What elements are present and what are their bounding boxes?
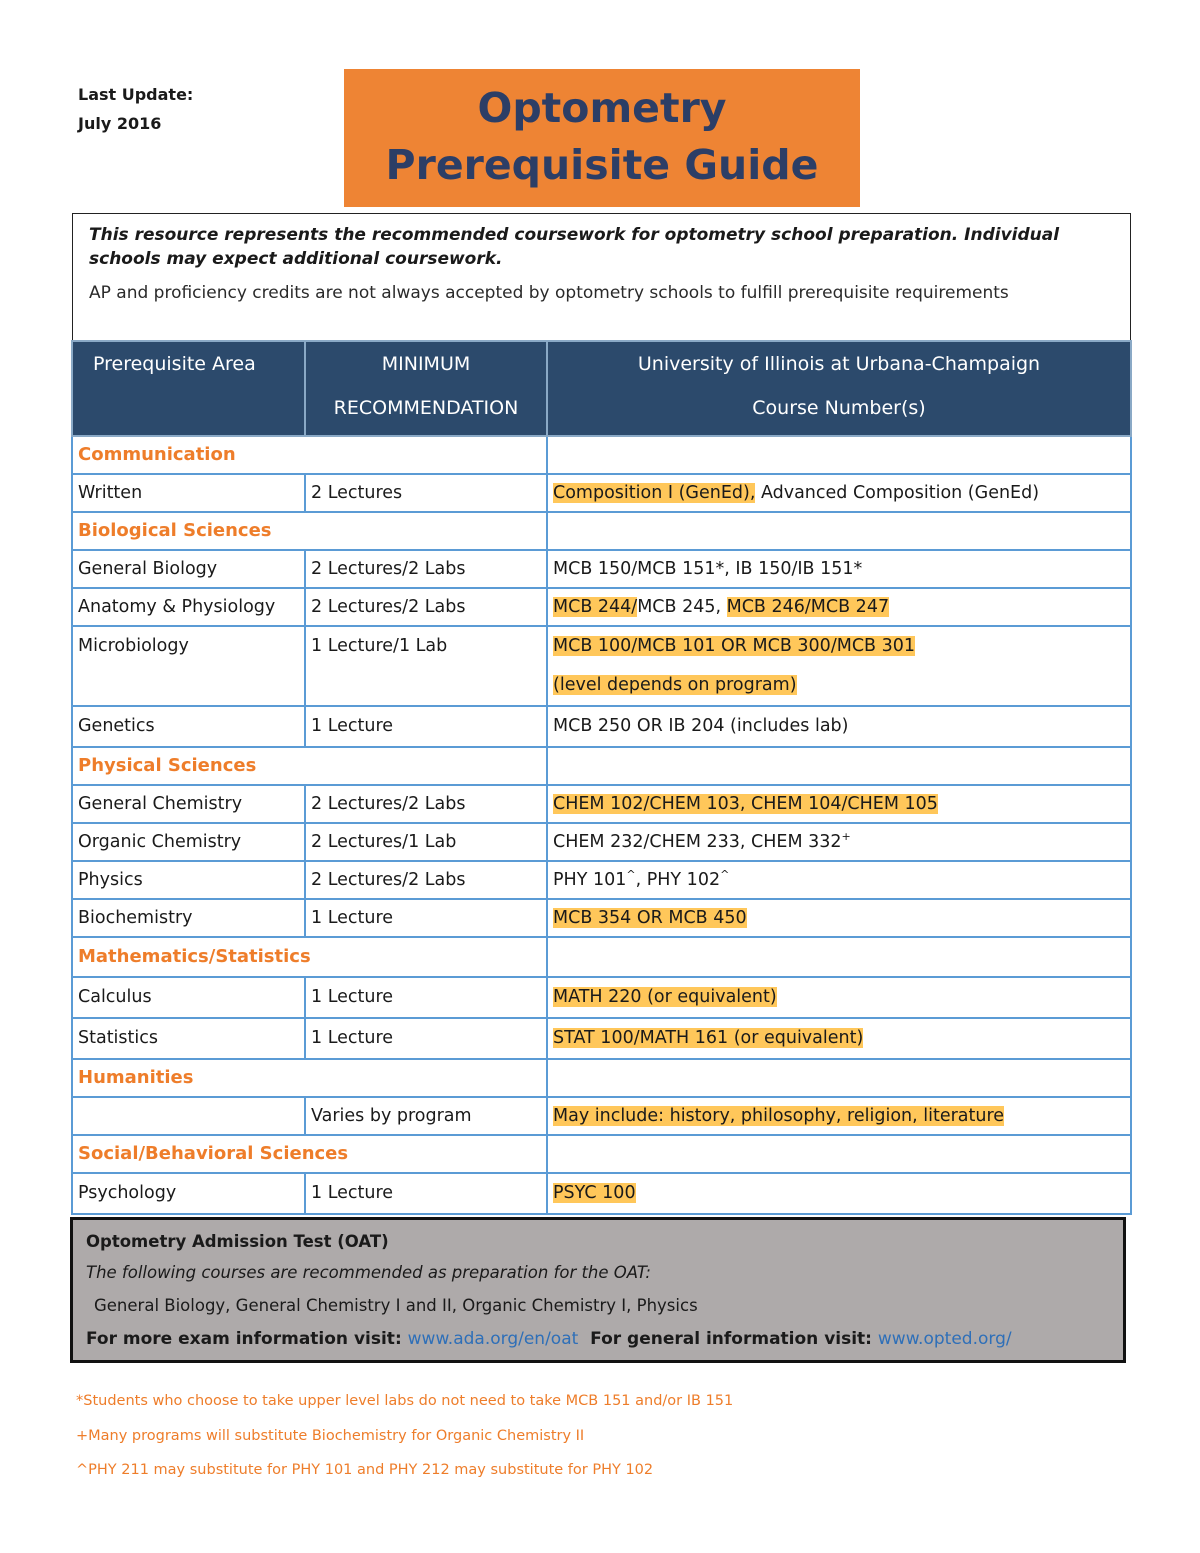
minimum-cell: 2 Lectures/1 Lab [305,823,547,861]
minimum-cell: 2 Lectures [305,474,547,512]
course-cell [547,977,1131,1018]
footnote-plus: +Many programs will substitute Biochemistry for Organic Chemistry II [76,1427,585,1444]
category-row [72,436,1131,474]
page-title [344,69,860,207]
course-cell [547,1173,1131,1214]
category-physical-sciences: Physical Sciences [72,747,547,785]
opted-link[interactable]: www.opted.org/ [877,1329,1012,1349]
category-row [72,937,1131,977]
minimum-cell: 1 Lecture [305,1018,547,1059]
header-minimum-line1: MINIMUM [381,353,471,375]
footnote-caret: ^PHY 211 may substitute for PHY 101 and PHY 212 may substitute for PHY 102 [76,1462,654,1478]
category-empty-cell [547,747,1131,785]
course-cell: MCB 250 OR IB 204 (includes lab) [547,706,1131,747]
table-row [72,823,1131,861]
area-cell: General Biology [72,550,305,588]
oat-courses: General Biology, General Chemistry I and II, Organic Chemistry I, Physics [94,1296,698,1315]
category-empty-cell [547,937,1131,977]
footnote-marker: ^ [626,868,636,882]
course-text: Advanced Composition (GenEd) [755,483,1040,503]
course-text: , PHY 102 [635,870,721,890]
highlighted-course: STAT 100/MATH 161 (or equivalent) [553,1028,864,1048]
minimum-cell: 1 Lecture [305,706,547,747]
course-cell [547,1018,1131,1059]
area-cell: Genetics [72,706,305,747]
course-cell [547,474,1131,512]
last-update-date: July 2016 [78,114,162,133]
area-cell: Written [72,474,305,512]
footnote-star: *Students who choose to take upper level labs do not need to take MCB 151 and/or IB 151 [76,1393,734,1409]
course-cell [547,785,1131,823]
oat-links [86,1322,1123,1356]
header-minimum-recommendation [305,341,547,436]
footnotes [76,1384,733,1488]
header-uiuc-line2: Course Number(s) [752,397,926,419]
course-cell [547,626,1131,706]
title-line-1: Optometry [477,84,727,132]
oat-intro: The following courses are recommended as preparation for the OAT: [86,1263,651,1282]
minimum-cell: 1 Lecture/1 Lab [305,626,547,706]
category-humanities: Humanities [72,1059,547,1097]
course-text: CHEM 232/CHEM 233, CHEM 332 [553,832,842,852]
category-empty-cell [547,1135,1131,1173]
course-text: PHY 101 [553,870,627,890]
highlighted-course: MATH 220 (or equivalent) [553,987,777,1007]
header-prerequisite-area: Prerequisite Area [72,341,305,436]
area-cell: Psychology [72,1173,305,1214]
intro-box [72,213,1131,341]
course-cell [547,1097,1131,1135]
course-cell [547,588,1131,626]
area-cell: Statistics [72,1018,305,1059]
table-row [72,474,1131,512]
general-info-label: For general information visit: [590,1329,878,1349]
last-update [78,80,193,138]
minimum-cell: 2 Lectures/2 Labs [305,588,547,626]
oat-title: Optometry Admission Test (OAT) [86,1232,389,1251]
category-empty-cell [547,1059,1131,1097]
table-row [72,899,1131,937]
minimum-cell: 2 Lectures/2 Labs [305,785,547,823]
course-cell [547,861,1131,899]
intro-ap-note: AP and proficiency credits are not always accepted by optometry schools to fulfill prerequisite requirements [89,283,1009,303]
minimum-cell: 2 Lectures/2 Labs [305,550,547,588]
highlighted-course: MCB 100/MCB 101 OR MCB 300/MCB 301 [553,636,916,656]
area-cell: Organic Chemistry [72,823,305,861]
footnote-marker: + [841,830,851,844]
category-row [72,512,1131,550]
table-row [72,861,1131,899]
area-cell: Anatomy & Physiology [72,588,305,626]
minimum-cell: Varies by program [305,1097,547,1135]
category-row [72,747,1131,785]
category-mathematics-statistics: Mathematics/Statistics [72,937,547,977]
highlighted-course-note: (level depends on program) [553,675,797,695]
minimum-cell: 1 Lecture [305,1173,547,1214]
minimum-cell: 1 Lecture [305,977,547,1018]
minimum-cell: 2 Lectures/2 Labs [305,861,547,899]
table-row [72,1097,1131,1135]
highlighted-course: May include: history, philosophy, religion, literature [553,1106,1005,1126]
header-uiuc-courses [547,341,1131,436]
minimum-cell: 1 Lecture [305,899,547,937]
category-communication: Communication [72,436,547,474]
category-row [72,1059,1131,1097]
table-row [72,977,1131,1018]
area-cell [72,1097,305,1135]
header-uiuc-line1: University of Illinois at Urbana-Champaign [637,353,1041,375]
prerequisite-table [71,340,1132,1215]
highlighted-course: CHEM 102/CHEM 103, CHEM 104/CHEM 105 [553,794,938,814]
area-cell: General Chemistry [72,785,305,823]
last-update-label: Last Update: [78,85,194,104]
table-row [72,550,1131,588]
title-line-2: Prerequisite Guide [385,141,819,189]
highlighted-course: Composition I (GenEd), [553,483,756,503]
table-row [72,706,1131,747]
table-row [72,588,1131,626]
exam-info-label: For more exam information visit: [86,1329,408,1349]
highlighted-course: MCB 244/ [553,597,638,617]
course-text: MCB 245, [637,597,727,617]
category-row [72,1135,1131,1173]
header-minimum-line2: RECOMMENDATION [333,397,519,419]
category-social-behavioral-sciences: Social/Behavioral Sciences [72,1135,547,1173]
highlighted-course: MCB 246/MCB 247 [726,597,890,617]
course-cell [547,823,1131,861]
highlighted-course: MCB 354 OR MCB 450 [553,908,747,928]
intro-disclaimer: This resource represents the recommended coursework for optometry school preparation. Individual schools may expect additional coursework. [89,225,1060,269]
area-cell: Biochemistry [72,899,305,937]
area-cell: Physics [72,861,305,899]
footnote-marker: ^ [720,868,730,882]
area-cell: Microbiology [72,626,305,706]
category-empty-cell [547,436,1131,474]
table-row [72,626,1131,706]
table-header-row [72,341,1131,436]
table-row [72,1173,1131,1214]
table-row [72,1018,1131,1059]
oat-box [70,1217,1126,1363]
course-cell: MCB 150/MCB 151*, IB 150/IB 151* [547,550,1131,588]
table-row [72,785,1131,823]
area-cell: Calculus [72,977,305,1018]
category-empty-cell [547,512,1131,550]
ada-link[interactable]: www.ada.org/en/oat [407,1329,579,1349]
course-cell [547,899,1131,937]
highlighted-course: PSYC 100 [553,1183,636,1203]
category-biological-sciences: Biological Sciences [72,512,547,550]
